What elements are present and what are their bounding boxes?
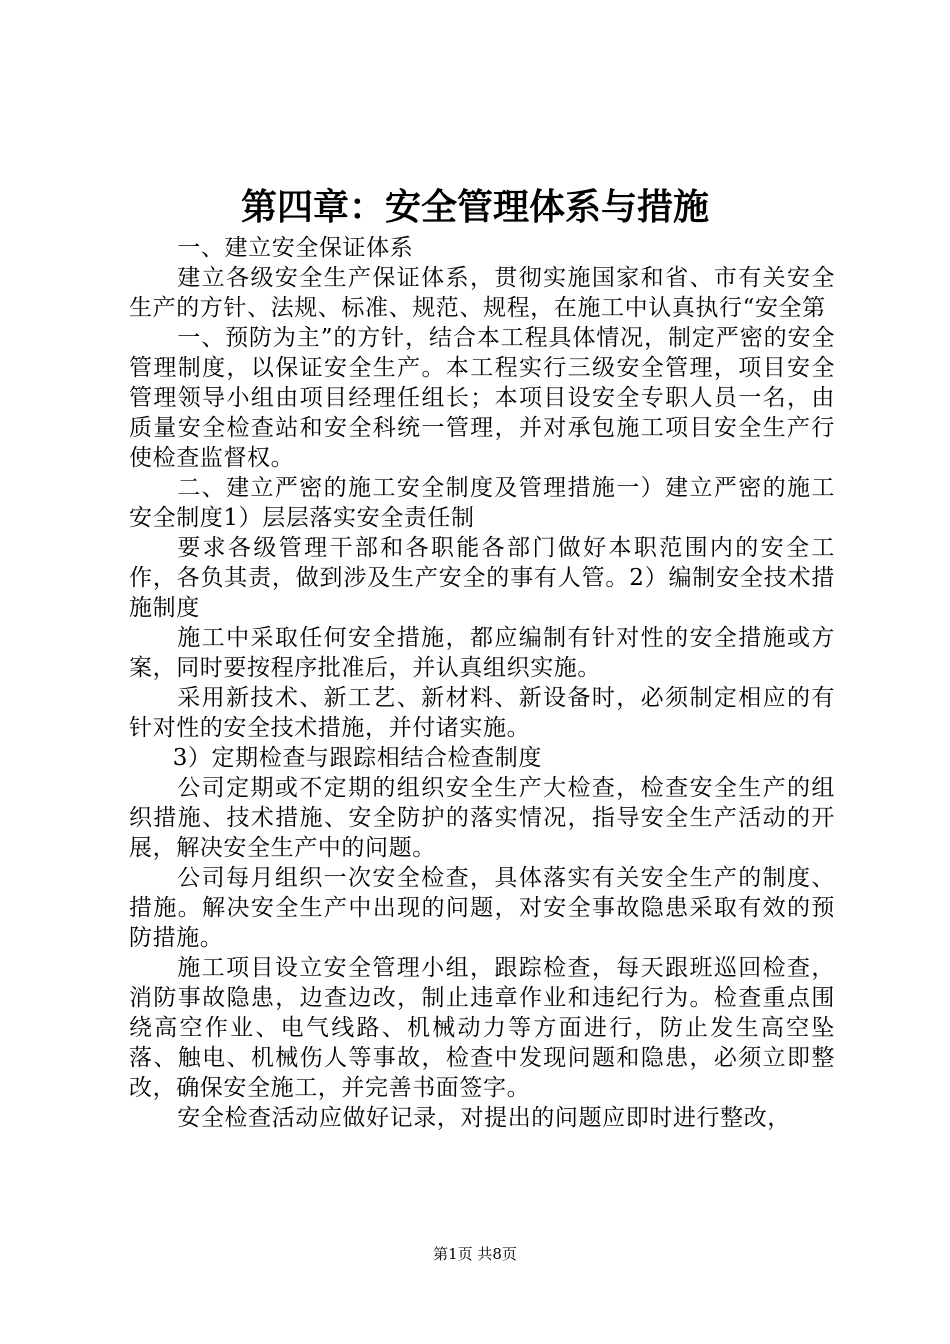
page-number-footer: 第1页 共8页 — [433, 1245, 517, 1263]
paragraph-5: 要求各级管理干部和各职能各部门做好本职范围内的安全工作，各负其责，做到涉及生产安全的事有人管。2）编制安全技术措施制度 — [129, 535, 835, 621]
paragraph-3: 一、预防为主”的方针，结合本工程具体情况，制定严密的安全管理制度，以保证安全生产。本工程实行三级安全管理，项目安全管理领导小组由项目经理任组长；本项目设安全专职人员一名，由质量安全检查站和安全科统一管理，并对承包施工项目安全生产行使检查监督权。 — [129, 325, 835, 471]
page-title: 第四章：安全管理体系与措施 — [240, 187, 709, 228]
paragraph-2: 建立各级安全生产保证体系，贯彻实施国家和省、市有关安全生产的方针、法规、标准、规范、规程，在施工中认真执行“安全第 — [129, 265, 835, 321]
paragraph-11: 施工项目设立安全管理小组，跟踪检查，每天跟班巡回检查，消防事故隐患，边查边改，制止违章作业和违纪行为。检查重点围绕高空作业、电气线路、机械动力等方面进行，防止发生高空坠落、触电、机械伤人等事故，检查中发现问题和隐患，必须立即整改，确保安全施工，并完善书面签字。 — [129, 955, 835, 1101]
paragraph-7: 采用新技术、新工艺、新材料、新设备时，必须制定相应的有针对性的安全技术措施，并付诸实施。 — [129, 685, 835, 741]
paragraph-12: 安全检查活动应做好记录，对提出的问题应即时进行整改， — [177, 1105, 791, 1131]
paragraph-8: 3）定期检查与跟踪相结合检查制度 — [172, 745, 542, 771]
paragraph-4: 二、建立严密的施工安全制度及管理措施一）建立严密的施工安全制度1）层层落实安全责任制 — [129, 475, 835, 531]
document-body — [129, 233, 835, 1133]
paragraph-10: 公司每月组织一次安全检查，具体落实有关安全生产的制度、措施。解决安全生产中出现的问题，对安全事故隐患采取有效的预防措施。 — [129, 865, 835, 951]
paragraph-6: 施工中采取任何安全措施，都应编制有针对性的安全措施或方案，同时要按程序批准后，并认真组织实施。 — [129, 625, 835, 681]
paragraph-9: 公司定期或不定期的组织安全生产大检查，检查安全生产的组织措施、技术措施、安全防护的落实情况，指导安全生产活动的开展，解决安全生产中的问题。 — [129, 775, 835, 861]
paragraph-1: 一、建立安全保证体系 — [177, 235, 414, 261]
